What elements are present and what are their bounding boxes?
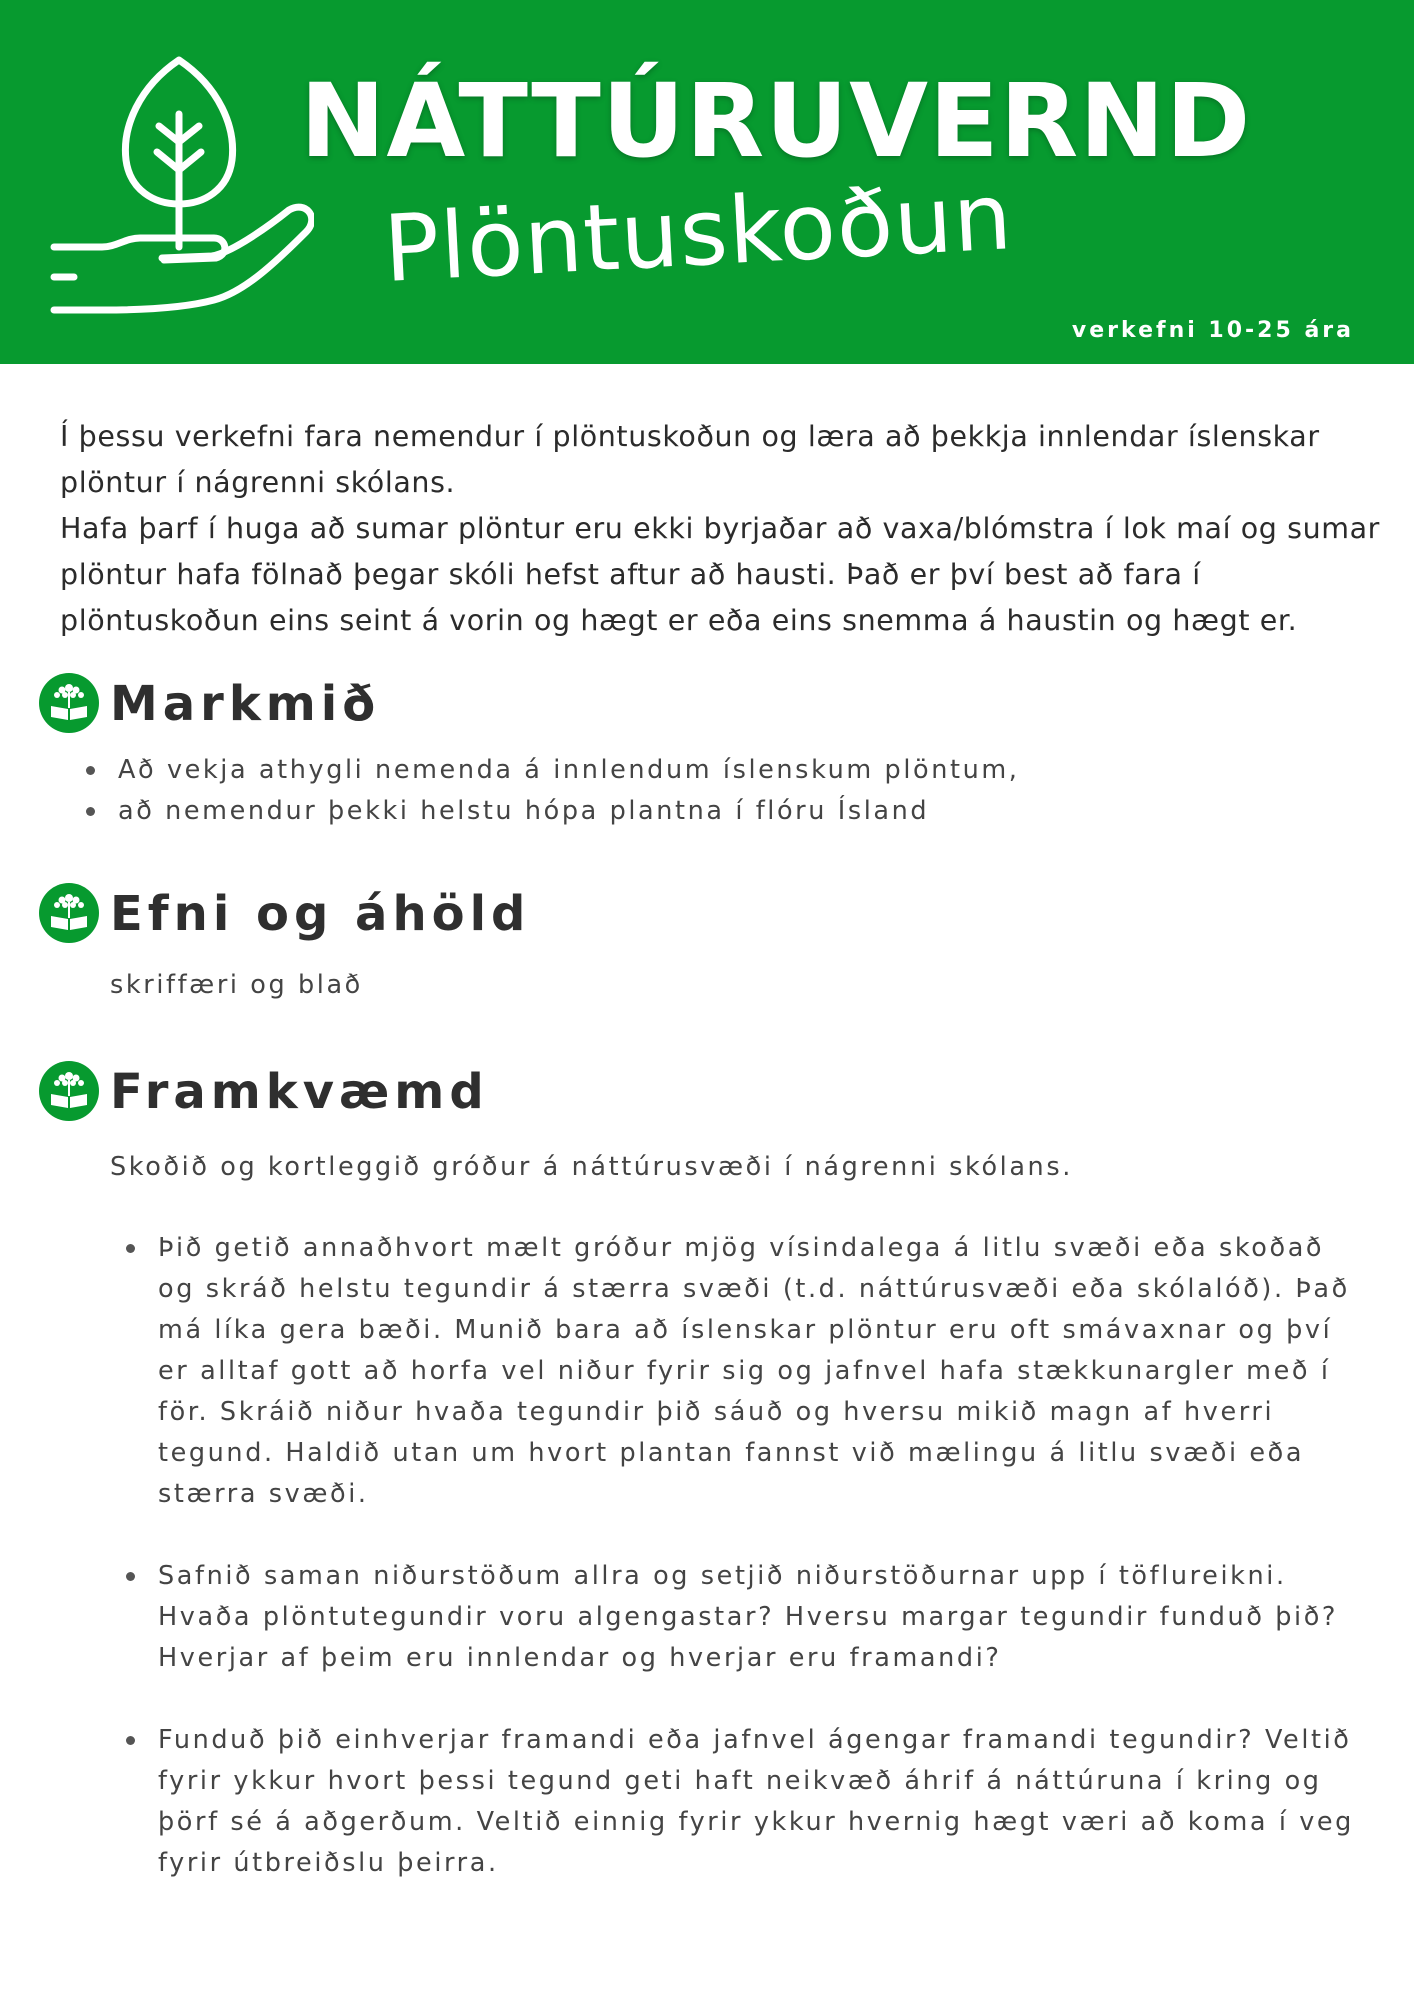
list-item: Þið getið annaðhvort mælt gróður mjög vísindalega á litlu svæði eða skoðað og skráð helstu tegundir á stærra svæði (t.d. náttúrusvæði eða skólalóð). Það má líka gera bæði. Munið bara að íslenskar plöntur eru oft smávaxnar og því er alltaf gott að horfa vel niður fyrir sig og jafnvel hafa stækkunargler með í för. Skráið niður hvaða tegundir þið sáuð og hversu mikið magn af hverri tegund. Haldið utan um hvort plantan fannst við mælingu á litlu svæði eða stærra svæði. [126, 1228, 1356, 1515]
tree-book-icon [38, 1060, 100, 1122]
list-item: Funduð þið einhverjar framandi eða jafnvel ágengar framandi tegundir? Veltið fyrir ykkur hvort þessi tegund geti haft neikvæð áhrif á náttúruna í kring og þörf sé á aðgerðum. Veltið einnig fyrir ykkur hvernig hægt væri að koma í veg fyrir útbreiðslu þeirra. [126, 1720, 1356, 1884]
age-range-note: verkefni 10-25 ára [1071, 318, 1354, 343]
section-heading: Markmið [110, 676, 381, 732]
leaf-in-hand-icon [44, 52, 314, 322]
list-item: Safnið saman niðurstöðum allra og setjið niðurstöðurnar upp í töflureikni. Hvaða plöntutegundir voru algengastar? Hversu margar tegundir funduð þið? Hverjar af þeim eru innlendar og hverjar eru framandi? [126, 1556, 1356, 1679]
intro-paragraph: Hafa þarf í huga að sumar plöntur eru ekki byrjaðar að vaxa/blómstra í lok maí og sumar plöntur hafa fölnað þegar skóli hefst aftur að hausti. Það er því best að fara í plöntuskoðun eins seint á vorin og hægt er eða eins snemma á haustin og hægt er. [60, 512, 1381, 637]
list-item: Að vekja athygli nemenda á innlendum íslenskum plöntum, [86, 750, 1346, 791]
goals-list [86, 750, 1346, 832]
section-heading: Efni og áhöld [110, 886, 531, 942]
materials-text: skriffæri og blað [110, 970, 363, 1000]
tree-book-icon [38, 882, 100, 944]
intro-text [60, 414, 1390, 644]
procedure-list [126, 1228, 1356, 1925]
page-subtitle: Plöntuskoðun [381, 163, 1016, 303]
list-item: að nemendur þekki helstu hópa plantna í flóru Ísland [86, 791, 1346, 832]
procedure-lead: Skoðið og kortleggið gróður á náttúrusvæði í nágrenni skólans. [110, 1152, 1073, 1182]
intro-paragraph: Í þessu verkefni fara nemendur í plöntuskoðun og læra að þekkja innlendar íslenskar plöntur í nágrenni skólans. [60, 420, 1320, 499]
page-title: NÁTTÚRUVERND [300, 62, 1252, 181]
header-banner [0, 0, 1414, 364]
section-heading: Framkvæmd [110, 1064, 489, 1120]
tree-book-icon [38, 672, 100, 734]
